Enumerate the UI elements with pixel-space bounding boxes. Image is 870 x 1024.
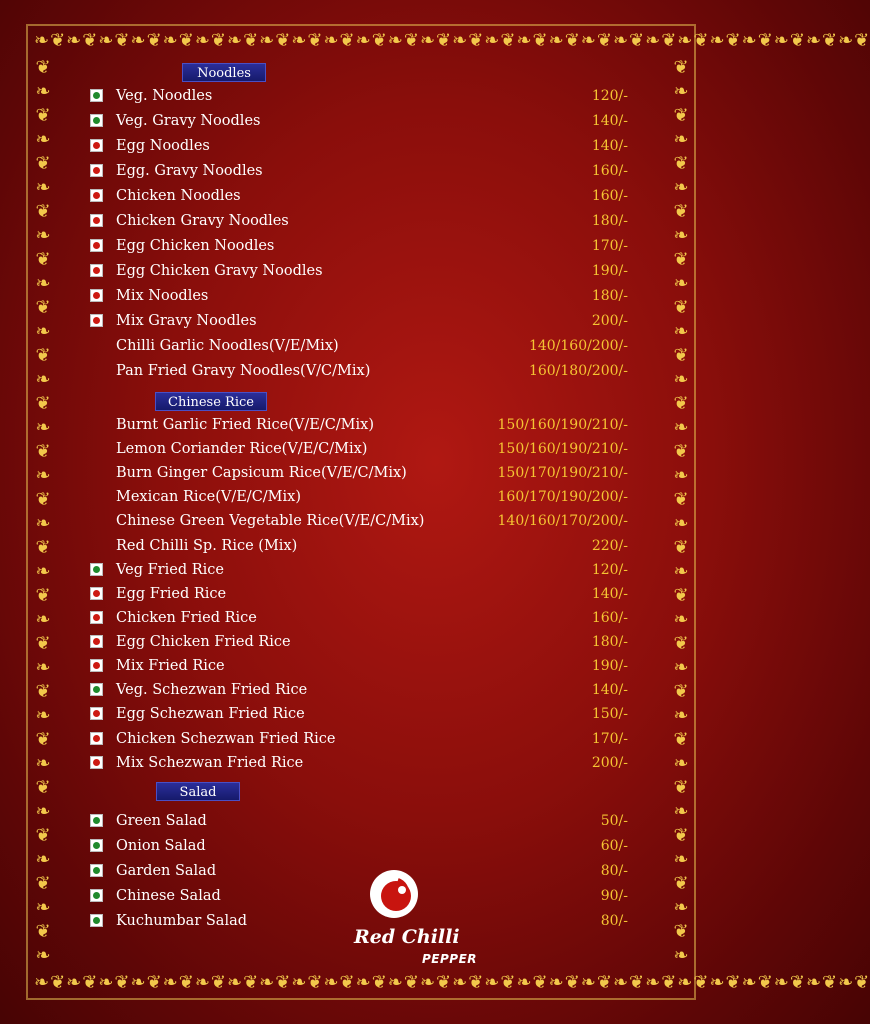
item-name: Green Salad <box>116 813 207 829</box>
item-name: Egg Chicken Gravy Noodles <box>116 263 323 279</box>
item-name: Chilli Garlic Noodles(V/E/Mix) <box>116 338 339 354</box>
veg-indicator-icon <box>90 563 103 576</box>
item-price: 200/- <box>591 755 628 771</box>
menu-item <box>88 235 628 257</box>
item-price: 180/- <box>591 213 628 229</box>
item-price: 140/160/170/200/- <box>497 513 628 529</box>
logo-subtitle: PEPPER <box>422 952 478 966</box>
item-name: Chinese Green Vegetable Rice(V/E/C/Mix) <box>116 513 425 529</box>
item-price: 150/160/190/210/- <box>497 441 628 457</box>
item-name: Egg Chicken Noodles <box>116 238 275 254</box>
menu-item <box>88 655 628 677</box>
item-price: 80/- <box>600 913 628 929</box>
non-veg-indicator-icon <box>90 732 103 745</box>
red-chilli-pepper-logo <box>350 868 500 974</box>
menu-item <box>88 679 628 701</box>
menu-item <box>88 752 628 774</box>
non-veg-indicator-icon <box>90 756 103 769</box>
menu-item <box>88 135 628 157</box>
menu-item <box>88 210 628 232</box>
menu-item <box>88 510 628 532</box>
item-price: 140/- <box>591 113 628 129</box>
item-name: Mix Fried Rice <box>116 658 225 674</box>
item-name: Egg Fried Rice <box>116 586 227 602</box>
item-name: Veg Fried Rice <box>116 562 224 578</box>
item-name: Chicken Fried Rice <box>116 610 257 626</box>
menu-item <box>88 285 628 307</box>
menu-item <box>88 160 628 182</box>
non-veg-indicator-icon <box>90 164 103 177</box>
item-price: 160/- <box>591 163 628 179</box>
item-name: Kuchumbar Salad <box>116 913 248 929</box>
non-veg-indicator-icon <box>90 314 103 327</box>
item-price: 160/170/190/200/- <box>497 489 628 505</box>
menu-item <box>88 535 628 557</box>
ornament-border-right-icon: ❦ ❧ ❦ ❧ ❦ ❧ ❦ ❧ ❦ ❧ ❦ ❧ ❦ ❧ ❦ ❧ ❦ ❧ ❦ ❧ ❦ ❧ ❦ ❧ ❦ ❧ ❦ ❧ ❦ ❧ ❦ ❧ ❦ ❧ ❦ ❧ ❦ ❧ <box>673 57 689 966</box>
item-price: 200/- <box>591 313 628 329</box>
menu-item <box>88 703 628 725</box>
menu-item <box>88 110 628 132</box>
section-header-noodles: Noodles <box>182 63 266 82</box>
item-name: Egg. Gravy Noodles <box>116 163 263 179</box>
non-veg-indicator-icon <box>90 659 103 672</box>
non-veg-indicator-icon <box>90 611 103 624</box>
menu-item <box>88 310 628 332</box>
menu-item <box>88 185 628 207</box>
item-price: 140/160/200/- <box>528 338 628 354</box>
item-name: Mix Schezwan Fried Rice <box>116 755 304 771</box>
item-name: Veg. Gravy Noodles <box>116 113 261 129</box>
item-price: 90/- <box>600 888 628 904</box>
veg-indicator-icon <box>90 814 103 827</box>
item-name: Egg Schezwan Fried Rice <box>116 706 305 722</box>
item-price: 120/- <box>591 562 628 578</box>
item-price: 140/- <box>591 586 628 602</box>
item-price: 80/- <box>600 863 628 879</box>
non-veg-indicator-icon <box>90 707 103 720</box>
menu-item <box>88 728 628 750</box>
veg-indicator-icon <box>90 864 103 877</box>
non-veg-indicator-icon <box>90 289 103 302</box>
ornament-border-top-icon: ❧❦❧❦❧❦❧❦❧❦❧❦❧❦❧❦❧❦❧❦❧❦❧❦❧❦❧❦❧❦❧❦❧❦❧❦❧❦❧❦❧❦❧❦❧❦❧❦❧❦❧❦ <box>34 30 870 51</box>
item-price: 160/- <box>591 610 628 626</box>
item-price: 190/- <box>591 658 628 674</box>
section-header-salad: Salad <box>156 782 240 801</box>
non-veg-indicator-icon <box>90 587 103 600</box>
item-name: Chicken Noodles <box>116 188 241 204</box>
item-name: Red Chilli Sp. Rice (Mix) <box>116 538 298 554</box>
item-price: 150/160/190/210/- <box>497 417 628 433</box>
veg-indicator-icon <box>90 889 103 902</box>
item-price: 170/- <box>591 238 628 254</box>
veg-indicator-icon <box>90 114 103 127</box>
non-veg-indicator-icon <box>90 189 103 202</box>
menu-item <box>88 607 628 629</box>
veg-indicator-icon <box>90 89 103 102</box>
menu-item <box>88 335 628 357</box>
menu-item <box>88 360 628 382</box>
item-name: Mix Gravy Noodles <box>116 313 257 329</box>
item-name: Chicken Gravy Noodles <box>116 213 289 229</box>
item-name: Onion Salad <box>116 838 206 854</box>
menu-item <box>88 414 628 436</box>
item-name: Garden Salad <box>116 863 217 879</box>
menu-item <box>88 583 628 605</box>
item-price: 160/180/200/- <box>528 363 628 379</box>
item-name: Chinese Salad <box>116 888 221 904</box>
menu-item <box>88 260 628 282</box>
menu-item <box>88 559 628 581</box>
item-price: 170/- <box>591 731 628 747</box>
non-veg-indicator-icon <box>90 635 103 648</box>
item-name: Egg Chicken Fried Rice <box>116 634 291 650</box>
non-veg-indicator-icon <box>90 239 103 252</box>
item-name: Veg. Noodles <box>116 88 213 104</box>
menu-item <box>88 438 628 460</box>
chilli-logo-icon <box>368 868 420 920</box>
item-price: 60/- <box>600 838 628 854</box>
item-name: Chicken Schezwan Fried Rice <box>116 731 336 747</box>
menu-item <box>88 835 628 857</box>
item-price: 150/- <box>591 706 628 722</box>
veg-indicator-icon <box>90 839 103 852</box>
veg-indicator-icon <box>90 914 103 927</box>
item-name: Burn Ginger Capsicum Rice(V/E/C/Mix) <box>116 465 407 481</box>
non-veg-indicator-icon <box>90 139 103 152</box>
item-price: 190/- <box>591 263 628 279</box>
item-price: 180/- <box>591 288 628 304</box>
item-price: 150/170/190/210/- <box>497 465 628 481</box>
item-price: 220/- <box>591 538 628 554</box>
ornament-border-bottom-icon: ❧❦❧❦❧❦❧❦❧❦❧❦❧❦❧❦❧❦❧❦❧❦❧❦❧❦❧❦❧❦❧❦❧❦❧❦❧❦❧❦❧❦❧❦❧❦❧❦❧❦❧❦ <box>34 972 870 993</box>
item-price: 140/- <box>591 138 628 154</box>
menu-item <box>88 85 628 107</box>
veg-indicator-icon <box>90 683 103 696</box>
non-veg-indicator-icon <box>90 264 103 277</box>
item-name: Burnt Garlic Fried Rice(V/E/C/Mix) <box>116 417 375 433</box>
item-price: 140/- <box>591 682 628 698</box>
item-price: 120/- <box>591 88 628 104</box>
menu-item <box>88 486 628 508</box>
item-name: Pan Fried Gravy Noodles(V/C/Mix) <box>116 363 371 379</box>
menu-item <box>88 462 628 484</box>
menu-item <box>88 810 628 832</box>
item-name: Mexican Rice(V/E/C/Mix) <box>116 489 301 505</box>
item-name: Veg. Schezwan Fried Rice <box>116 682 308 698</box>
item-price: 50/- <box>600 813 628 829</box>
section-header-chinese-rice: Chinese Rice <box>155 392 267 411</box>
ornament-border-left-icon: ❦ ❧ ❦ ❧ ❦ ❧ ❦ ❧ ❦ ❧ ❦ ❧ ❦ ❧ ❦ ❧ ❦ ❧ ❦ ❧ ❦ ❧ ❦ ❧ ❦ ❧ ❦ ❧ ❦ ❧ ❦ ❧ ❦ ❧ ❦ ❧ ❦ ❧ <box>35 57 51 966</box>
logo-name: Red Chilli <box>354 926 460 948</box>
item-name: Egg Noodles <box>116 138 210 154</box>
non-veg-indicator-icon <box>90 214 103 227</box>
item-price: 180/- <box>591 634 628 650</box>
item-name: Lemon Coriander Rice(V/E/C/Mix) <box>116 441 368 457</box>
menu-item <box>88 631 628 653</box>
item-name: Mix Noodles <box>116 288 209 304</box>
item-price: 160/- <box>591 188 628 204</box>
